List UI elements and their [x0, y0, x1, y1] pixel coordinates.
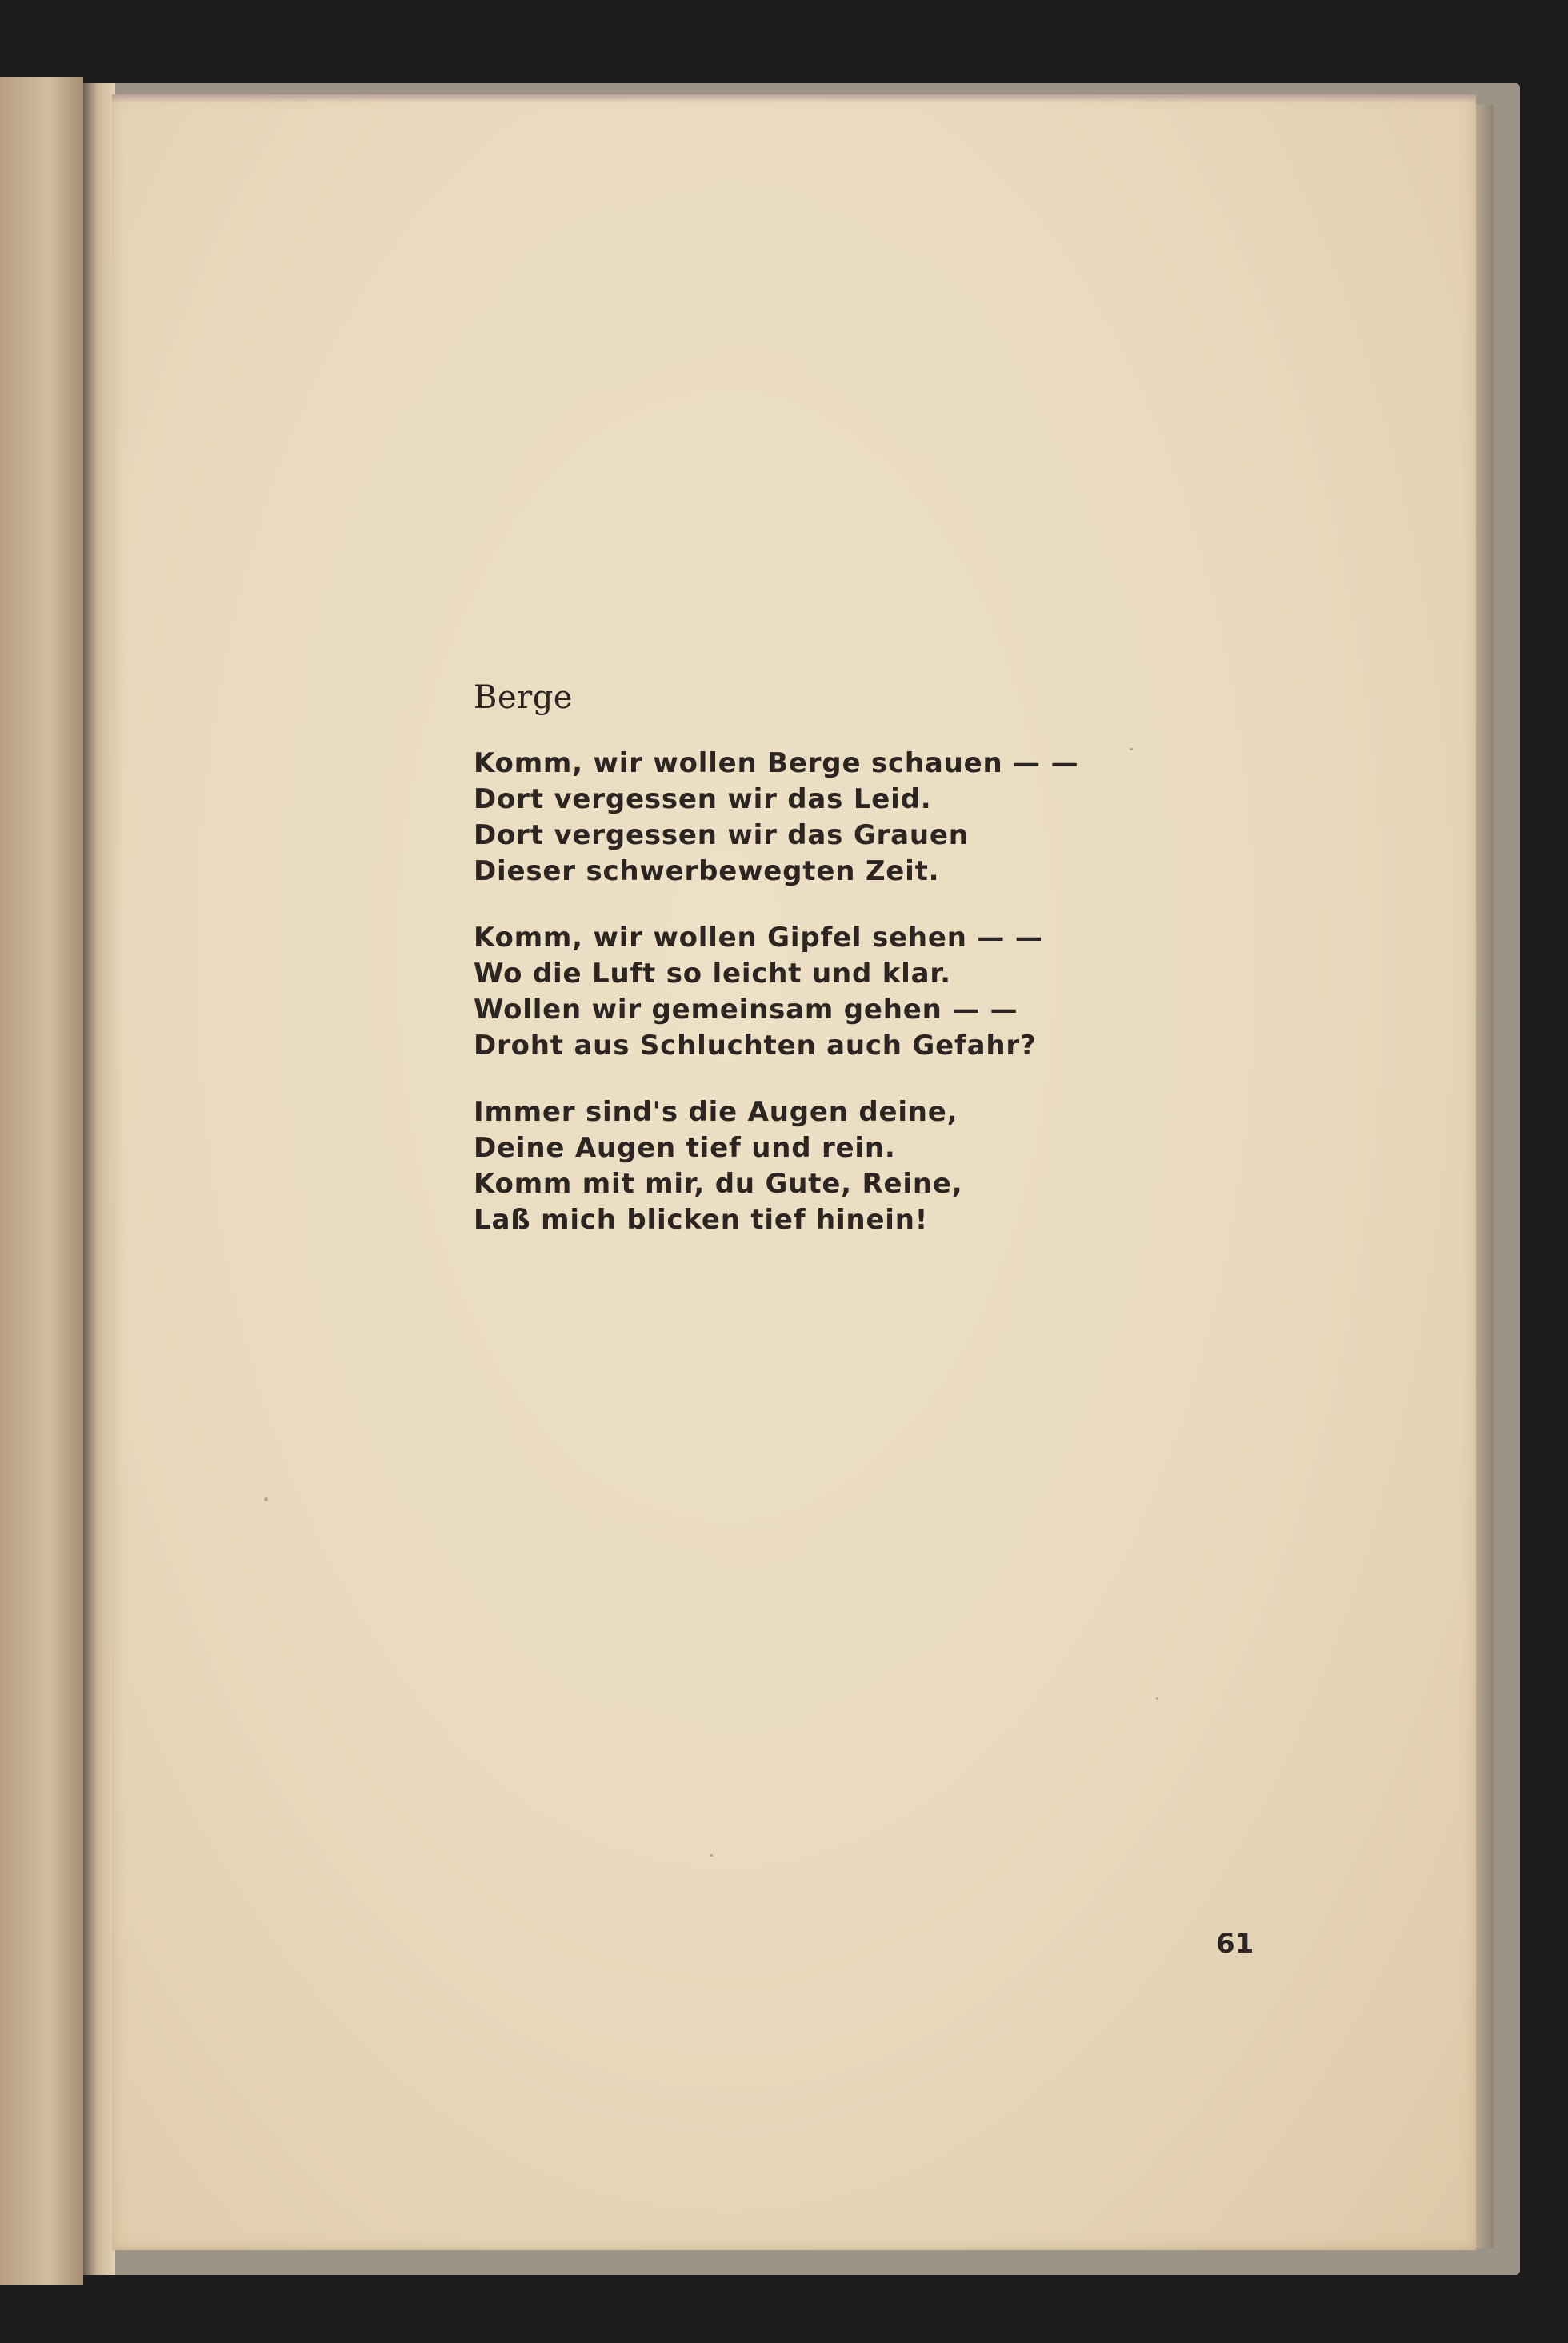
poem-line: Wollen wir gemeinsam gehen — — — [474, 994, 1018, 1026]
poem-line: Komm, wir wollen Berge schauen — — — [474, 747, 1079, 779]
poem-line: Komm mit mir, du Gute, Reine, — [474, 1168, 963, 1200]
paper-speck — [1156, 1697, 1158, 1700]
poem-title: Berge — [474, 679, 573, 716]
poem-line: Deine Augen tief und rein. — [474, 1132, 896, 1164]
poem-line: Droht aus Schluchten auch Gefahr? — [474, 1030, 1037, 1062]
poem-line: Komm, wir wollen Gipfel sehen — — — [474, 922, 1043, 954]
poem-line: Wo die Luft so leicht und klar. — [474, 958, 951, 990]
stanza — [474, 746, 1194, 890]
poem — [474, 674, 1194, 1269]
poem-line: Dort vergessen wir das Grauen — [474, 819, 969, 851]
stanza — [474, 920, 1194, 1064]
paper-speck — [264, 1497, 268, 1501]
left-page-edge — [0, 77, 83, 2285]
page-number: 61 — [1216, 1928, 1254, 1960]
poem-line: Immer sind's die Augen deine, — [474, 1096, 958, 1128]
page-top-edge — [112, 94, 1476, 102]
poem-line: Laß mich blicken tief hinein! — [474, 1204, 929, 1236]
book-gutter — [83, 83, 115, 2275]
poem-line: Dort vergessen wir das Leid. — [474, 783, 932, 815]
poem-line: Dieser schwerbewegten Zeit. — [474, 855, 940, 887]
stanza — [474, 1094, 1194, 1238]
page-right-edge — [1476, 104, 1494, 2248]
paper-speck — [710, 1854, 713, 1857]
